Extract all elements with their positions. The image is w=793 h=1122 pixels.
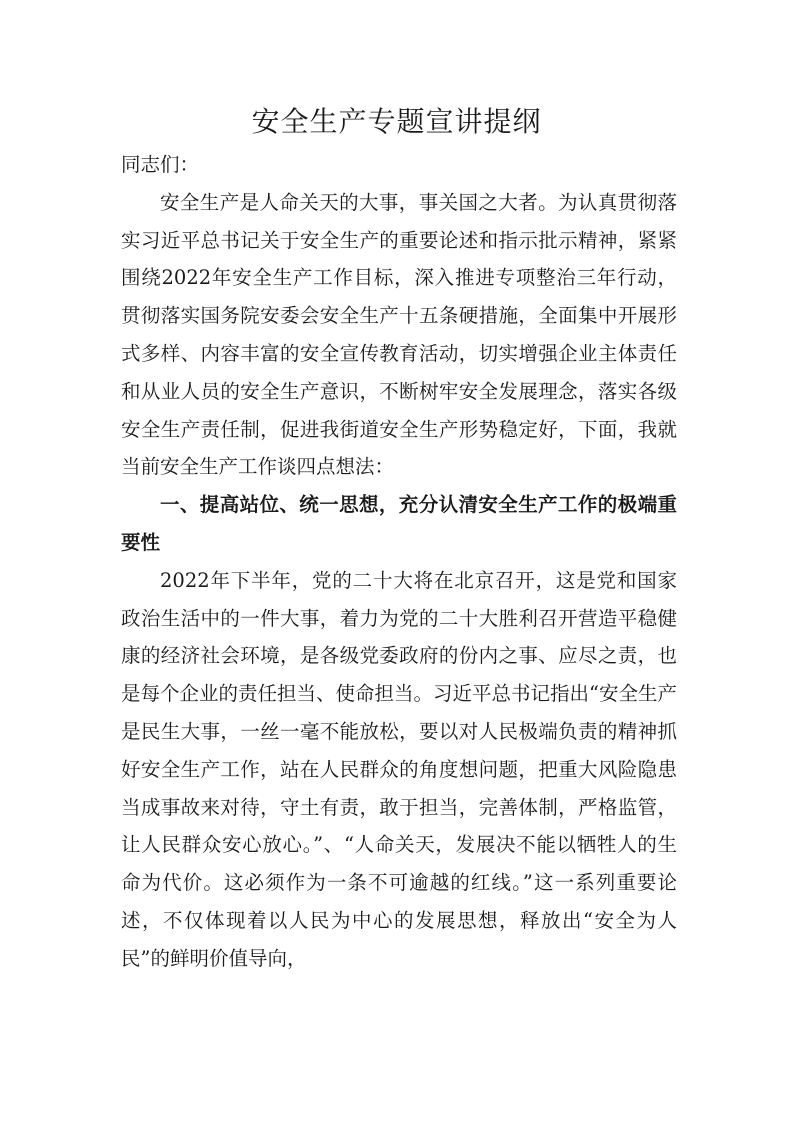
section-1-paragraph: 2022年下半年，党的二十大将在北京召开，这是党和国家政治生活中的一件大事，着力为党的二十大胜利召开营造平稳健康的经济社会环境，是各级党委政府的份内之事、应尽之责，也是每个企业的责任担当、使命担当。习近平总书记指出“安全生产是民生大事，一丝一毫不能放松，要以对人民极端负责的精神抓好安全生产工作，站在人民群众的角度想问题，把重大风险隐患当成事故来对待，守土有责，敢于担当，完善体制，严格监管，让人民群众安心放心。”、“人命关天，发展决不能以牺牲人的生命为代价。这必须作为一条不可逾越的红线。”这一系列重要论述，不仅体现着以人民为中心的发展思想，释放出“安全为人民”的鲜明价值导向， bbox=[121, 568, 677, 970]
document-title: 安全生产专题宣讲提纲 bbox=[251, 105, 542, 138]
intro-paragraph: 安全生产是人命关天的大事，事关国之大者。为认真贯彻落实习近平总书记关于安全生产的重要论述和指示批示精神，紧紧围绕2022年安全生产工作目标，深入推进专项整治三年行动，贯彻落实国务院安委会安全生产十五条硬措施，全面集中开展形式多样、内容丰富的安全宣传教育活动，切实增强企业主体责任和从业人员的安全生产意识，不断树牢安全发展理念，落实各级安全生产责任制，促进我街道安全生产形势稳定好，下面，我就当前安全生产工作谈四点想法： bbox=[121, 190, 677, 479]
salutation: 同志们： bbox=[121, 153, 200, 176]
section-heading-1: 一、提高站位、统一思想，充分认清安全生产工作的极端重要性 bbox=[121, 493, 677, 554]
document-body bbox=[121, 146, 677, 978]
